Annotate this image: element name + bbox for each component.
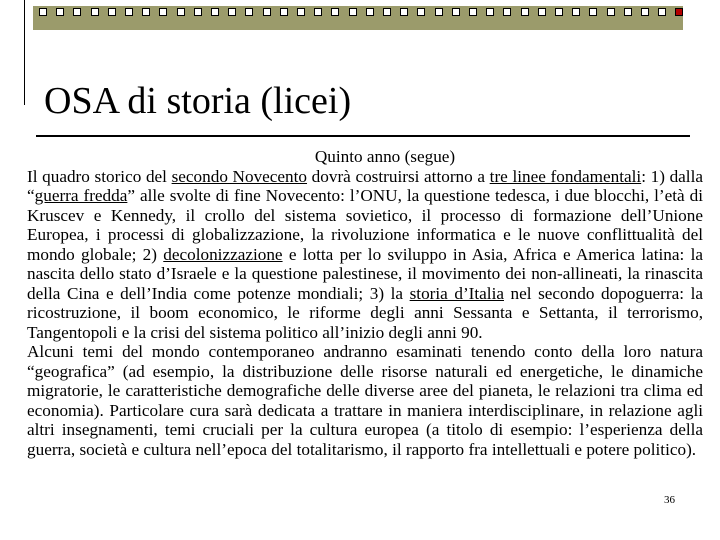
decorative-square (159, 8, 167, 16)
page-number: 36 (664, 494, 675, 506)
decorative-square (73, 8, 81, 16)
decorative-square (503, 8, 511, 16)
decorative-square (211, 8, 219, 16)
decorative-square (366, 8, 374, 16)
p1-text-6: nel secondo dopoguerra: la ricostruzione, il boom economico, le riforme degli anni Sessanta e Settanta, il terrorismo, Tangentopoli e la crisi del sistema politico all’inizio degli anni 90. (27, 283, 703, 342)
decorative-square (658, 8, 666, 16)
decorative-square (452, 8, 460, 16)
p1-text-1: Il quadro storico del (27, 166, 172, 186)
decorative-square (521, 8, 529, 16)
decorative-square (400, 8, 408, 16)
decorative-square (572, 8, 580, 16)
decorative-square (469, 8, 477, 16)
term-guerra-fredda: guerra fredda (34, 186, 128, 205)
decorative-square (56, 8, 64, 16)
p1-text-2: dovrà costruirsi attorno a (307, 166, 490, 186)
decorative-square (349, 8, 357, 16)
decorative-square (177, 8, 185, 16)
decorative-square (486, 8, 494, 16)
term-storia-italia: storia d’Italia (409, 283, 504, 303)
term-decolonizzazione: decolonizzazione (163, 244, 283, 264)
decorative-square (383, 8, 391, 16)
subtitle: Quinto anno (segue) (314, 147, 456, 166)
decorative-square (297, 8, 305, 16)
term-tre-linee: tre linee fondamentali (489, 166, 642, 186)
decorative-square (142, 8, 150, 16)
term-secondo-novecento: secondo Novecento (171, 166, 308, 186)
decorative-square (538, 8, 546, 16)
decorative-square (91, 8, 99, 16)
decorative-square (228, 8, 236, 16)
decorative-square (194, 8, 202, 16)
p1-text-3: : 1) dalla “ (27, 166, 703, 205)
decorative-square (280, 8, 288, 16)
decorative-square (624, 8, 632, 16)
decorative-square (435, 8, 443, 16)
decorative-square (331, 8, 339, 16)
decorative-square (675, 8, 683, 16)
slide-body (27, 147, 703, 459)
p1-text-4: ” alle svolte di fine Novecento: l’ONU, la questione tedesca, i due blocchi, l’età di Kruscev e Kennedy, il crollo del sistema sovietico, il processo di formazione dell’Unione Europea, i processi di globalizzazione, la rivoluzione informatica e le nuove conflittualità del mondo globale; 2) (27, 186, 703, 264)
decorative-square (607, 8, 615, 16)
slide-title: OSA di storia (licei) (44, 80, 352, 122)
decorative-square (314, 8, 322, 16)
decorative-square (417, 8, 425, 16)
paragraph-2: Alcuni temi del mondo contemporaneo andranno esaminati tenendo conto della loro natura “geografica” (ad esempio, la distribuzione delle risorse naturali ed energetiche, le dinamiche migratorie, le caratteristiche demografiche delle diverse aree del pianeta, le relazioni tra clima ed economia). Particolare cura sarà dedicata a trattare in maniera interdisciplinare, in relazione agli altri insegnamenti, temi cruciali per la cultura europea (a titolo di esempio: l’esperienza della guerra, società e cultura nell’epoca del totalitarismo, il rapporto fra intellettuali e potere politico). (27, 342, 703, 459)
left-vertical-line (24, 0, 25, 105)
decorative-square (589, 8, 597, 16)
decorative-square (555, 8, 563, 16)
paragraph-1 (27, 167, 703, 343)
p1-text-5: e lotta per lo sviluppo in Asia, Africa e America latina: la nascita dello stato d’Israele e la questione palestinese, il movimento dei non-allineati, la rinascita della Cina e dell’India come potenze mondiali; 3) la (27, 244, 703, 303)
decorative-square (125, 8, 133, 16)
decorative-square (641, 8, 649, 16)
decorative-square (108, 8, 116, 16)
decorative-square (39, 8, 47, 16)
decorative-square (263, 8, 271, 16)
decorative-square (245, 8, 253, 16)
title-rule (36, 135, 690, 137)
